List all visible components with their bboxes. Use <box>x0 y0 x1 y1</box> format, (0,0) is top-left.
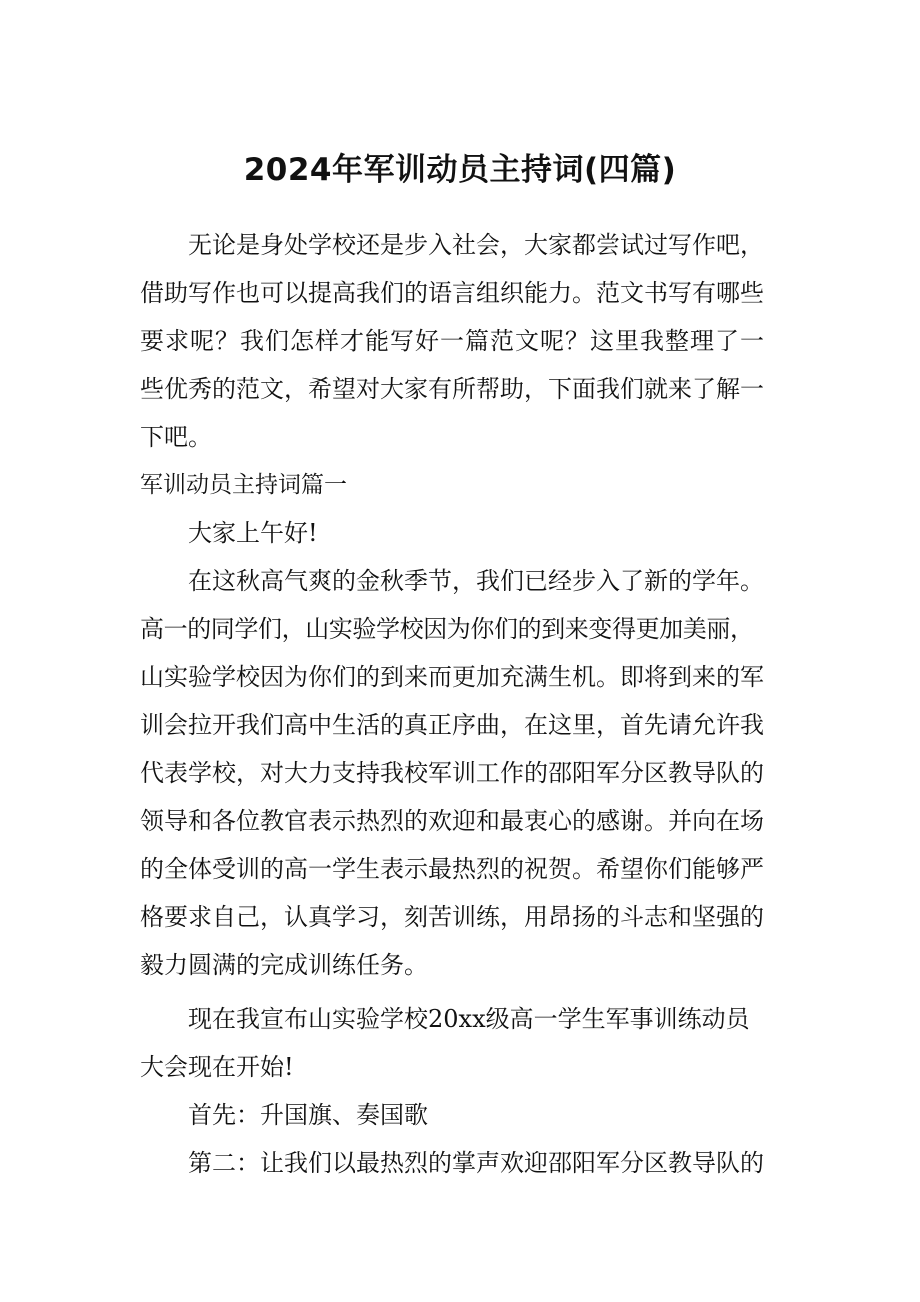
paragraph1-line-2: 高一的同学们，山实验学校因为你们的到来变得更加美丽， <box>140 615 754 643</box>
paragraph1-line-9: 毅力圆满的完成训练任务。 <box>140 951 428 979</box>
paragraph1-line-6: 领导和各位教官表示热烈的欢迎和最衷心的感谢。并向在场 <box>140 807 764 835</box>
paragraph1-line-8: 格要求自己，认真学习，刻苦训练，用昂扬的斗志和坚强的 <box>140 903 764 931</box>
paragraph2-line-2: 大会现在开始! <box>140 1053 294 1081</box>
section-heading: 军训动员主持词篇一 <box>140 472 347 498</box>
paragraph1-line-7: 的全体受训的高一学生表示最热烈的祝贺。希望你们能够严 <box>140 855 764 883</box>
paragraph1-line-5: 代表学校，对大力支持我校军训工作的邵阳军分区教导队的 <box>140 759 764 787</box>
document-title: 2024年军训动员主持词(四篇) <box>243 152 677 188</box>
intro-line-4: 些优秀的范文，希望对大家有所帮助，下面我们就来了解一 <box>140 375 764 403</box>
intro-line-5: 下吧。 <box>140 423 212 451</box>
step-line-2: 第二：让我们以最热烈的掌声欢迎邵阳军分区教导队的 <box>188 1149 764 1177</box>
intro-line-2: 借助写作也可以提高我们的语言组织能力。范文书写有哪些 <box>140 279 764 307</box>
paragraph2-line-1: 现在我宣布山实验学校20xx级高一学生军事训练动员 <box>188 1005 750 1033</box>
paragraph1-line-1: 在这秋高气爽的金秋季节，我们已经步入了新的学年。 <box>188 567 764 595</box>
step-line-1: 首先：升国旗、奏国歌 <box>188 1101 428 1129</box>
paragraph1-line-4: 训会拉开我们高中生活的真正序曲，在这里，首先请允许我 <box>140 711 764 739</box>
paragraph1-line-3: 山实验学校因为你们的到来而更加充满生机。即将到来的军 <box>140 663 764 691</box>
intro-line-1: 无论是身处学校还是步入社会，大家都尝试过写作吧， <box>188 231 764 259</box>
intro-line-3: 要求呢？我们怎样才能写好一篇范文呢？这里我整理了一 <box>140 327 765 355</box>
greeting-line: 大家上午好! <box>188 519 318 547</box>
